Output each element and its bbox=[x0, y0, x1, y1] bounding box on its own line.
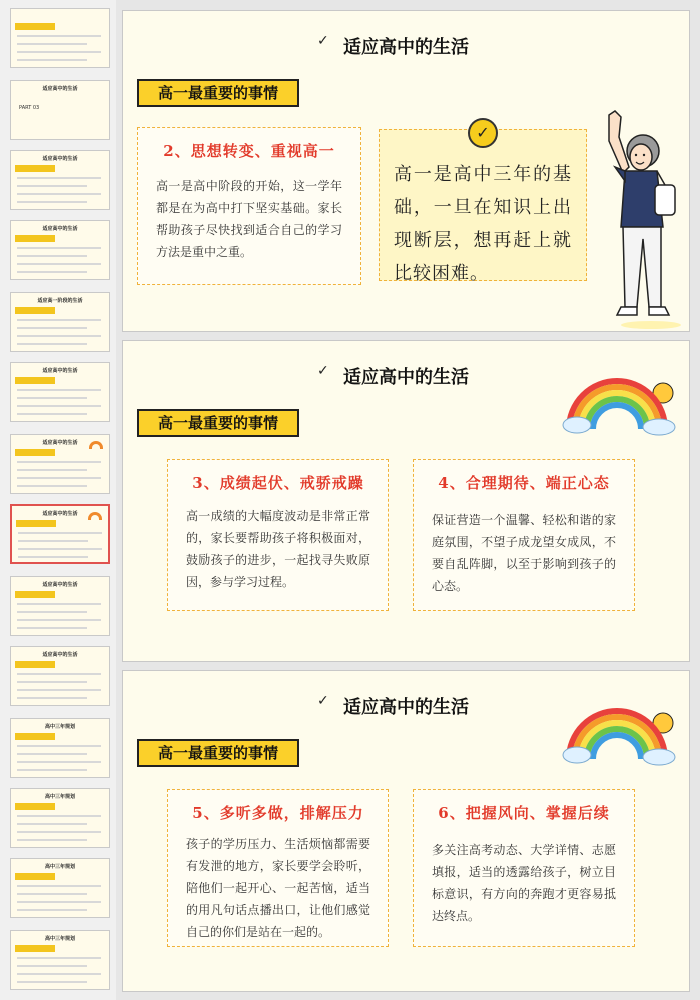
thumbnail-text-line bbox=[17, 673, 101, 675]
slide-thumbnail[interactable] bbox=[10, 292, 110, 352]
card-body: 高一成绩的大幅度波动是非常正常的，家长要帮助孩子将积极面对，鼓励孩子的进步，一起找寻失败原因，参与学习过程。 bbox=[186, 509, 370, 589]
highlight-card bbox=[379, 123, 587, 284]
thumbnail-text-line bbox=[17, 893, 87, 895]
slide-1[interactable] bbox=[122, 10, 690, 332]
slide-thumbnail[interactable] bbox=[10, 576, 110, 636]
thumbnail-text-line bbox=[17, 957, 101, 959]
thumbnail-text-line bbox=[17, 981, 87, 983]
rainbow-icon bbox=[88, 512, 102, 520]
slide-thumbnail[interactable] bbox=[10, 646, 110, 706]
thumbnail-text-line bbox=[17, 389, 101, 391]
thumbnail-text-line bbox=[17, 177, 101, 179]
thumbnail-title: 适应高一阶段的生活 bbox=[37, 298, 83, 304]
thumbnail-text-line bbox=[17, 247, 101, 249]
thumbnail-title: 适应高中的生活 bbox=[42, 511, 78, 517]
thumbnail-text-line bbox=[17, 335, 101, 337]
slide-title: 适应高中的生活 bbox=[337, 33, 475, 59]
thumbnail-title: 适应高中的生活 bbox=[42, 652, 78, 658]
thumbnail-text-line bbox=[17, 681, 87, 683]
thumbnail-text-line bbox=[17, 43, 87, 45]
slide-thumbnail[interactable] bbox=[10, 930, 110, 990]
thumbnail-section-label bbox=[15, 591, 55, 598]
card-body: 高一是高中阶段的开始，这一学年都是在为高中打下坚实基础。家长帮助孩子尽快找到适合自己的学习方法是重中之重。 bbox=[156, 179, 342, 259]
card-title: 5、多听多做，排解压力 bbox=[192, 804, 364, 822]
checkmark-icon: ✓ bbox=[317, 693, 329, 709]
thumbnail-text-line bbox=[17, 965, 87, 967]
thumbnail-text-line bbox=[17, 185, 87, 187]
thumbnail-text-line bbox=[17, 745, 101, 747]
info-card bbox=[167, 459, 389, 611]
thumbnail-part-label: PART 03 bbox=[19, 105, 40, 111]
card-body: 保证营造一个温馨、轻松和谐的家庭氛围，不望子成龙望女成凤，不要自乱阵脚，以至于影响到孩子的心态。 bbox=[432, 513, 616, 593]
thumbnail-title: 适应高中的生活 bbox=[42, 440, 78, 446]
slide-thumbnail-panel bbox=[0, 0, 116, 1000]
thumbnail-text-line bbox=[17, 831, 101, 833]
thumbnail-text-line bbox=[17, 485, 87, 487]
thumbnail-title: 适应高中的生活 bbox=[42, 226, 78, 232]
slide-thumbnail[interactable] bbox=[10, 362, 110, 422]
waving-person-illustration bbox=[591, 107, 687, 331]
slide-thumbnail[interactable] bbox=[10, 858, 110, 918]
checkmark-icon: ✓ bbox=[317, 33, 329, 49]
thumbnail-text-line bbox=[17, 477, 101, 479]
rainbow-icon bbox=[559, 693, 679, 769]
thumbnail-text-line bbox=[17, 839, 87, 841]
thumbnail-text-line bbox=[17, 201, 87, 203]
highlight-text: 高一是高中三年的基础，一旦在知识上出现断层，想再赶上就比较困难。 bbox=[394, 164, 572, 284]
section-label: 高一最重要的事情 bbox=[137, 409, 299, 437]
thumbnail-text-line bbox=[17, 413, 87, 415]
thumbnail-section-label bbox=[15, 165, 55, 172]
thumbnail-text-line bbox=[17, 263, 101, 265]
thumbnail-section-label bbox=[15, 733, 55, 740]
thumbnail-section-label bbox=[15, 235, 55, 242]
thumbnail-text-line bbox=[17, 901, 101, 903]
thumbnail-text-line bbox=[17, 255, 87, 257]
thumbnail-section-label bbox=[15, 803, 55, 810]
thumbnail-text-line bbox=[17, 319, 101, 321]
info-card bbox=[137, 127, 361, 285]
thumbnail-title: 适应高中的生活 bbox=[42, 582, 78, 588]
thumbnail-text-line bbox=[17, 815, 101, 817]
checkmark-icon: ✓ bbox=[317, 363, 329, 379]
thumbnail-text-line bbox=[18, 540, 88, 542]
thumbnail-title: 高中三年规划 bbox=[44, 724, 75, 730]
check-badge-icon: ✓ bbox=[468, 118, 498, 148]
section-label: 高一最重要的事情 bbox=[137, 79, 299, 107]
thumbnail-title: 适应高中的生活 bbox=[42, 86, 78, 92]
thumbnail-text-line bbox=[17, 193, 101, 195]
thumbnail-text-line bbox=[17, 753, 87, 755]
thumbnail-text-line bbox=[17, 885, 101, 887]
info-card bbox=[413, 459, 635, 611]
info-card bbox=[413, 789, 635, 947]
thumbnail-text-line bbox=[17, 469, 87, 471]
thumbnail-title: 高中三年规划 bbox=[44, 864, 75, 870]
thumbnail-text-line bbox=[17, 823, 87, 825]
thumbnail-section-label bbox=[16, 520, 56, 527]
card-body: 孩子的学历压力、生活烦恼都需要有发泄的地方，家长要学会聆听，陪他们一起开心、一起苦恼，适当的用凡句话点播出口，让他们感觉自己的你们是站在一起的。 bbox=[186, 837, 370, 939]
rainbow-icon bbox=[559, 363, 679, 439]
slide-thumbnail[interactable] bbox=[10, 220, 110, 280]
card-title: 3、成绩起伏、戒骄戒躁 bbox=[192, 474, 364, 492]
thumbnail-text-line bbox=[17, 271, 87, 273]
thumbnail-text-line bbox=[17, 973, 101, 975]
thumbnail-title: 适应高中的生活 bbox=[42, 368, 78, 374]
section-label: 高一最重要的事情 bbox=[137, 739, 299, 767]
thumbnail-section-label bbox=[15, 449, 55, 456]
thumbnail-text-line bbox=[18, 548, 102, 550]
thumbnail-text-line bbox=[17, 689, 101, 691]
thumbnail-text-line bbox=[17, 59, 87, 61]
thumbnail-title: 适应高中的生活 bbox=[42, 156, 78, 162]
thumbnail-text-line bbox=[17, 35, 101, 37]
thumbnail-section-label bbox=[15, 873, 55, 880]
thumbnail-text-line bbox=[17, 761, 101, 763]
thumbnail-section-label bbox=[15, 377, 55, 384]
rainbow-icon bbox=[89, 441, 103, 449]
slide-2[interactable] bbox=[122, 340, 690, 662]
thumbnail-section-label bbox=[15, 661, 55, 668]
slide-title: 适应高中的生活 bbox=[337, 363, 475, 389]
thumbnail-text-line bbox=[17, 769, 87, 771]
card-title: 2、思想转变、重视高一 bbox=[163, 142, 335, 160]
slide-thumbnail[interactable] bbox=[10, 80, 110, 140]
thumbnail-text-line bbox=[17, 51, 101, 53]
thumbnail-title: 高中三年规划 bbox=[44, 794, 75, 800]
thumbnail-text-line bbox=[17, 611, 87, 613]
thumbnail-text-line bbox=[17, 697, 87, 699]
thumbnail-text-line bbox=[17, 397, 87, 399]
slide-thumbnail[interactable] bbox=[10, 504, 110, 564]
thumbnail-text-line bbox=[17, 909, 87, 911]
thumbnail-section-label bbox=[15, 23, 55, 30]
slide-thumbnail[interactable] bbox=[10, 718, 110, 778]
slide-thumbnail[interactable] bbox=[10, 788, 110, 848]
thumbnail-text-line bbox=[17, 327, 87, 329]
thumbnail-text-line bbox=[18, 556, 88, 558]
thumbnail-section-label bbox=[15, 945, 55, 952]
slide-title: 适应高中的生活 bbox=[337, 693, 475, 719]
thumbnail-title: 高中三年规划 bbox=[44, 936, 75, 942]
info-card bbox=[167, 789, 389, 947]
thumbnail-section-label bbox=[15, 307, 55, 314]
thumbnail-text-line bbox=[17, 603, 101, 605]
thumbnail-text-line bbox=[17, 627, 87, 629]
slide-3[interactable] bbox=[122, 670, 690, 992]
slide-thumbnail[interactable] bbox=[10, 434, 110, 494]
card-title: 6、把握风向、掌握后续 bbox=[438, 804, 610, 822]
thumbnail-text-line bbox=[18, 532, 102, 534]
slide-thumbnail[interactable] bbox=[10, 150, 110, 210]
thumbnail-text-line bbox=[17, 461, 101, 463]
card-title: 4、合理期待、端正心态 bbox=[438, 474, 610, 492]
thumbnail-text-line bbox=[17, 343, 87, 345]
thumbnail-text-line bbox=[17, 405, 101, 407]
card-body: 多关注高考动态、大学详情、志愿填报，适当的透露给孩子，树立目标意识，有方向的奔跑才更容易抵达终点。 bbox=[432, 843, 616, 923]
thumbnail-text-line bbox=[17, 619, 101, 621]
slide-thumbnail[interactable] bbox=[10, 8, 110, 68]
